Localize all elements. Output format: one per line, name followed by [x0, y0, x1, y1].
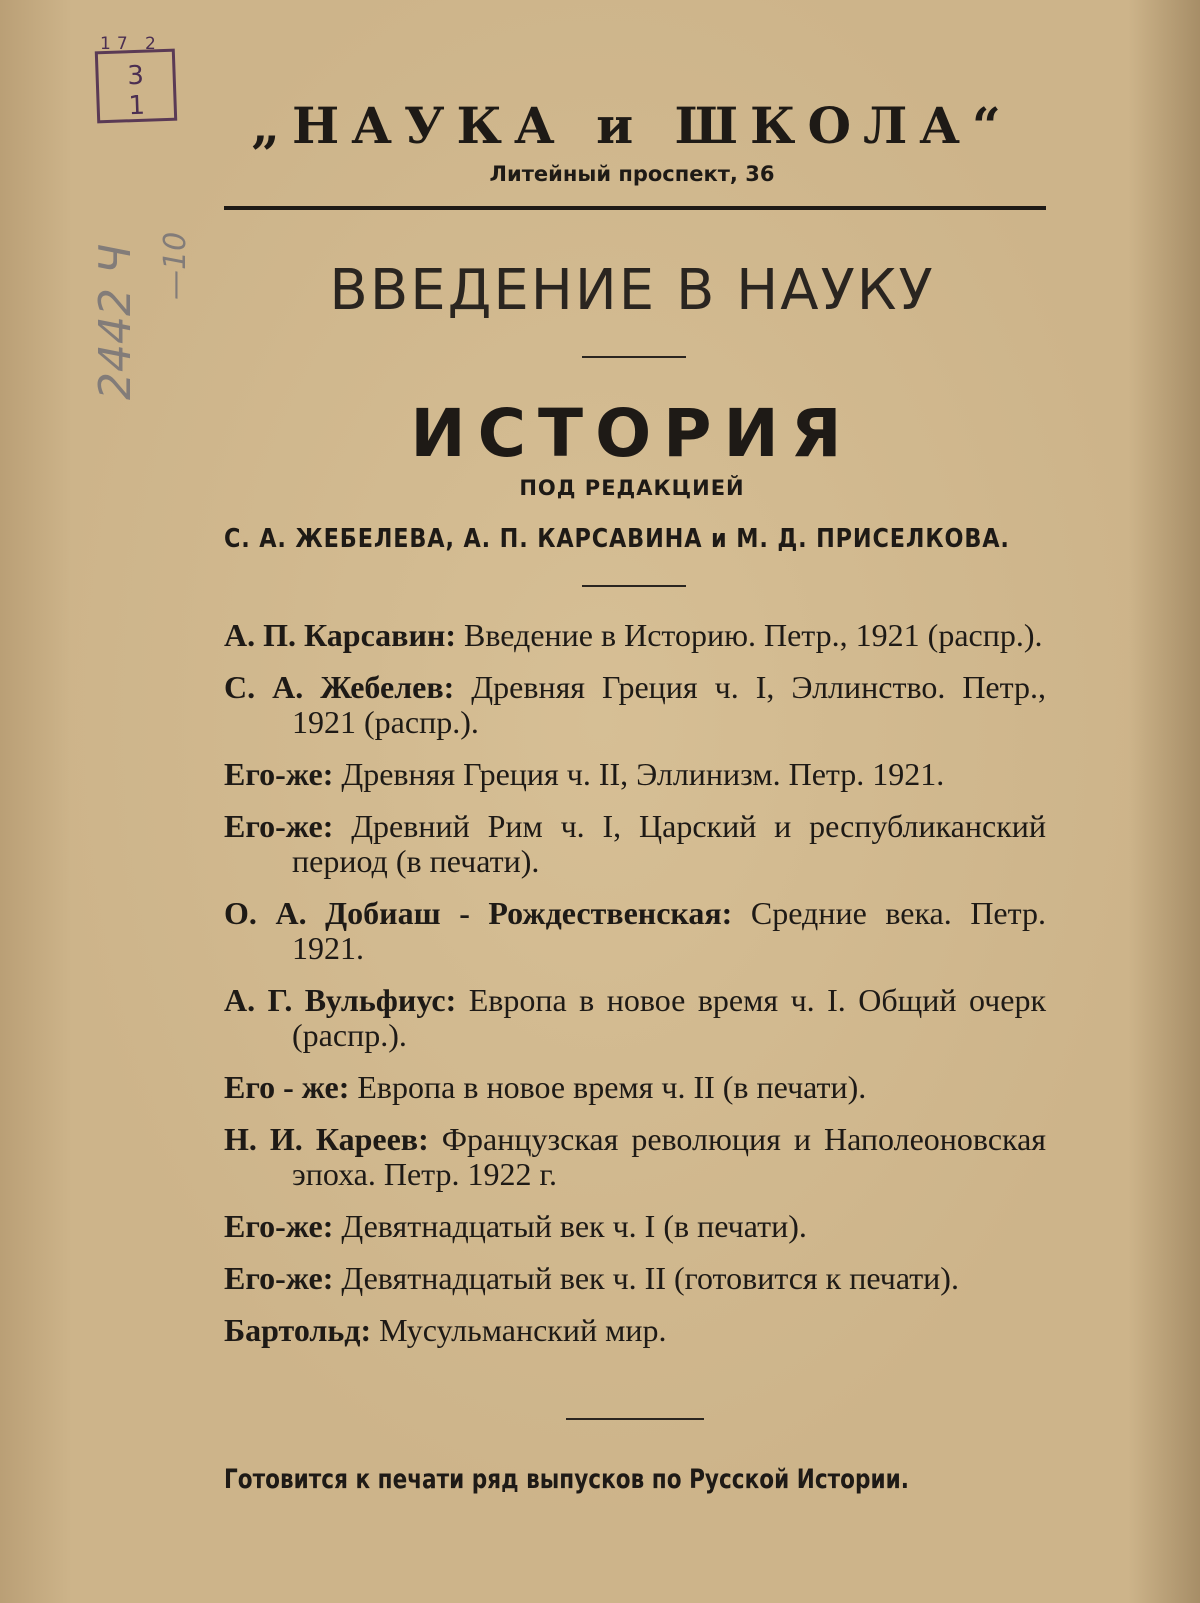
entry-author: А. П. Карсавин: — [224, 617, 456, 653]
publisher-name: „НАУКА и ШКОЛА“ — [251, 96, 1013, 155]
editors-line: С. А. ЖЕБЕЛЕВА, А. П. КАРСАВИНА и М. Д. ПРИСЕЛКОВА. — [224, 524, 1010, 554]
entry-author: Его-же: — [224, 1208, 334, 1244]
entry-author: Его-же: — [224, 808, 334, 844]
entry-title: Французская революция и Наполеоновская эпоха. Петр. 1922 г. — [292, 1121, 1046, 1192]
publisher-address: Литейный проспект, 36 — [489, 162, 775, 186]
library-stamp — [95, 49, 177, 124]
list-item — [224, 1313, 1046, 1348]
list-item — [224, 757, 1046, 792]
entry-author: Его-же: — [224, 756, 334, 792]
series-title: ВВЕДЕНИЕ В НАУКУ — [329, 258, 935, 323]
entry-author: О. А. Добиаш - Рождественская: — [224, 895, 733, 931]
entry-author: Его-же: — [224, 1260, 334, 1296]
entry-title: Введение в Историю. Петр., 1921 (распр.). — [463, 617, 1043, 653]
header-divider — [224, 206, 1046, 210]
list-item — [224, 670, 1046, 740]
stamp-line-1: 3 — [126, 60, 145, 92]
entry-author: А. Г. Вульфиус: — [224, 982, 457, 1018]
entry-title: Европа в новое время ч. I. Общий очерк (распр.). — [292, 982, 1047, 1053]
divider-2 — [582, 585, 686, 587]
entry-title: Средние века. Петр. 1921. — [292, 895, 1047, 966]
divider-3 — [566, 1418, 704, 1420]
pencil-note-2: —10 — [158, 231, 193, 300]
entry-author: Бартольд: — [224, 1312, 372, 1348]
entry-author: С. А. Жебелев: — [224, 669, 455, 705]
entry-title: Древняя Греция ч. I, Эллинство. Петр., 1921 (распр.). — [292, 669, 1047, 740]
list-item — [224, 1209, 1046, 1244]
entry-title: Девятнадцатый век ч. I (в печати). — [341, 1208, 807, 1244]
list-item — [224, 896, 1046, 966]
footer-note: Готовится к печати ряд выпусков по Русской Истории. — [224, 1464, 909, 1495]
stamp-line-2: 1 — [127, 90, 146, 122]
entry-title: Мусульманский мир. — [379, 1312, 667, 1348]
list-item — [224, 618, 1046, 653]
stamp-number: 17 2 — [100, 34, 162, 54]
entry-author: Н. И. Кареев: — [224, 1121, 429, 1157]
list-item — [224, 1070, 1046, 1105]
list-item — [224, 1261, 1046, 1296]
entry-title: Древний Рим ч. I, Царский и республиканский период (в печати). — [292, 808, 1047, 879]
list-item — [224, 983, 1046, 1053]
list-item — [224, 1122, 1046, 1192]
entry-title: Девятнадцатый век ч. II (готовится к печати). — [341, 1260, 959, 1296]
entry-author: Его - же: — [224, 1069, 350, 1105]
edited-by-label: ПОД РЕДАКЦИЕЙ — [519, 476, 745, 500]
publication-list — [224, 618, 1046, 1365]
page-title: ИСТОРИЯ — [410, 395, 854, 472]
entry-title: Древняя Греция ч. II, Эллинизм. Петр. 1921. — [341, 756, 945, 792]
list-item — [224, 809, 1046, 879]
pencil-note-1: 2442 Ч — [90, 243, 141, 400]
entry-title: Европа в новое время ч. II (в печати). — [357, 1069, 867, 1105]
divider-1 — [582, 356, 686, 358]
